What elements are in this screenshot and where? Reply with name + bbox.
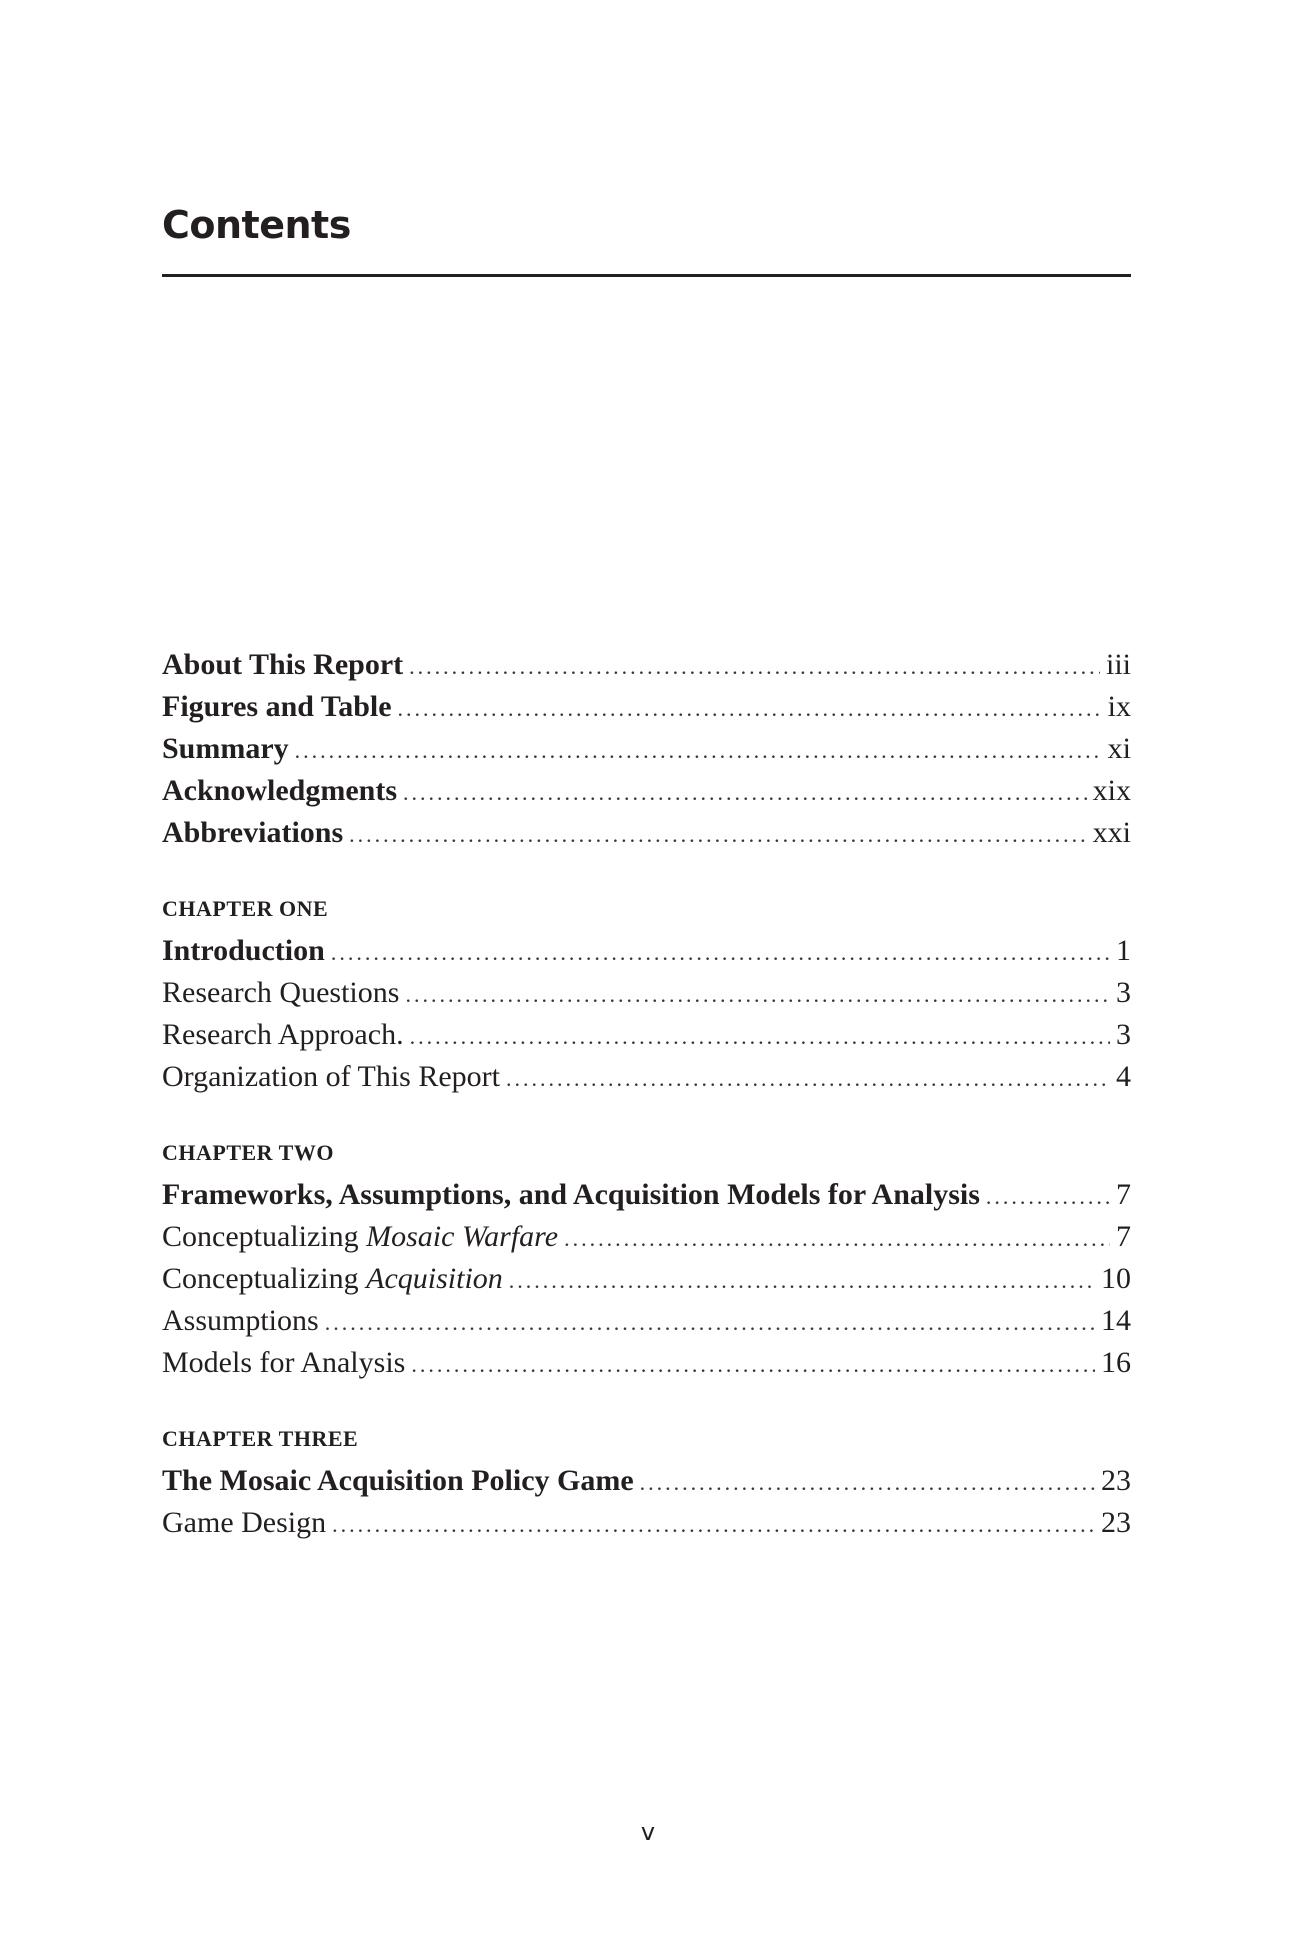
toc-entry-label: Organization of This Report (162, 1060, 500, 1093)
toc-entry-page: xix (1092, 774, 1131, 807)
toc-entry-page: xxi (1092, 816, 1131, 849)
toc-entry-page: xi (1107, 732, 1131, 765)
toc-entry-label: Introduction (162, 934, 325, 967)
page-title: Contents (162, 203, 351, 247)
toc-entry-label: Assumptions (162, 1304, 319, 1337)
dot-leader (325, 1302, 1095, 1344)
chapter-label: CHAPTER THREE (162, 1426, 359, 1451)
chapter-label: CHAPTER ONE (162, 896, 329, 921)
label-italic: Acquisition (366, 1262, 503, 1295)
toc-entry-page: 4 (1116, 1060, 1131, 1093)
toc-entry-page: 3 (1116, 1018, 1131, 1051)
toc-entry-section[interactable] (162, 1502, 1131, 1544)
toc-entry-label: The Mosaic Acquisition Policy Game (162, 1464, 634, 1497)
toc-entry-section[interactable] (162, 1258, 1131, 1300)
toc-entry-chapter-title[interactable] (162, 1460, 1131, 1502)
toc-entry-label (162, 1216, 560, 1258)
dot-leader (509, 1260, 1095, 1302)
chapter-label: CHAPTER TWO (162, 1140, 334, 1165)
toc-entry-label: Models for Analysis (162, 1346, 406, 1379)
toc-entry-page: 7 (1116, 1178, 1131, 1211)
dot-leader (295, 730, 1102, 772)
label-prefix: Conceptualizing (162, 1220, 367, 1253)
dot-leader (403, 772, 1087, 814)
toc-entry-page: 23 (1101, 1506, 1131, 1539)
toc-entry-section[interactable] (162, 1216, 1131, 1258)
dot-leader (349, 814, 1087, 856)
dot-leader (331, 932, 1110, 974)
toc-entry-page: 10 (1101, 1262, 1131, 1295)
toc-entry-chapter-title[interactable] (162, 1174, 1131, 1216)
toc-entry-section[interactable] (162, 1342, 1131, 1384)
toc-entry-label (162, 1258, 505, 1300)
toc-entry-label: Figures and Table (162, 690, 392, 723)
toc-entry-label: Abbreviations (162, 816, 344, 849)
dot-leader (506, 1058, 1110, 1100)
toc-entry-abbreviations[interactable] (162, 812, 1131, 854)
toc-entry-figures-and-table[interactable] (162, 686, 1131, 728)
toc-entry-page: 14 (1101, 1304, 1131, 1337)
toc-entry-page: 23 (1101, 1464, 1131, 1497)
toc-entry-section[interactable] (162, 1014, 1131, 1056)
dot-leader (332, 1504, 1095, 1546)
toc-entry-label: Research Questions (162, 976, 400, 1009)
toc-entry-section[interactable] (162, 1056, 1131, 1098)
toc-entry-page: 3 (1116, 976, 1131, 1009)
toc-entry-chapter-title[interactable] (162, 930, 1131, 972)
toc-entry-page: 7 (1116, 1220, 1131, 1253)
toc-entry-label: Frameworks, Assumptions, and Acquisition Models for Analysis (162, 1178, 980, 1211)
label-prefix: Conceptualizing (162, 1262, 367, 1295)
toc-entry-about-this-report[interactable] (162, 644, 1131, 686)
dot-leader (411, 1344, 1095, 1386)
toc-entry-page: 16 (1101, 1346, 1131, 1379)
dot-leader (398, 688, 1102, 730)
page-number: v (640, 1818, 656, 1846)
toc-entry-page: iii (1105, 648, 1131, 681)
toc-entry-label: Summary (162, 732, 289, 765)
dot-leader (410, 1016, 1110, 1058)
toc-entry-summary[interactable] (162, 728, 1131, 770)
toc-entry-label: About This Report (162, 648, 404, 681)
toc-entry-section[interactable] (162, 1300, 1131, 1342)
toc-entry-page: 1 (1116, 934, 1131, 967)
toc-entry-acknowledgments[interactable] (162, 770, 1131, 812)
toc-entry-page: ix (1107, 690, 1131, 723)
toc-entry-section[interactable] (162, 972, 1131, 1014)
dot-leader (409, 646, 1100, 688)
table-of-contents (162, 644, 1131, 1544)
dot-leader (640, 1462, 1095, 1504)
dot-leader (564, 1218, 1110, 1260)
toc-entry-label: Research Approach. (162, 1018, 404, 1051)
dot-leader (405, 974, 1110, 1016)
dot-leader (986, 1176, 1110, 1218)
title-rule (162, 274, 1131, 277)
toc-entry-label: Acknowledgments (162, 774, 398, 807)
label-italic: Mosaic Warfare (366, 1220, 559, 1253)
toc-entry-label: Game Design (162, 1506, 327, 1539)
